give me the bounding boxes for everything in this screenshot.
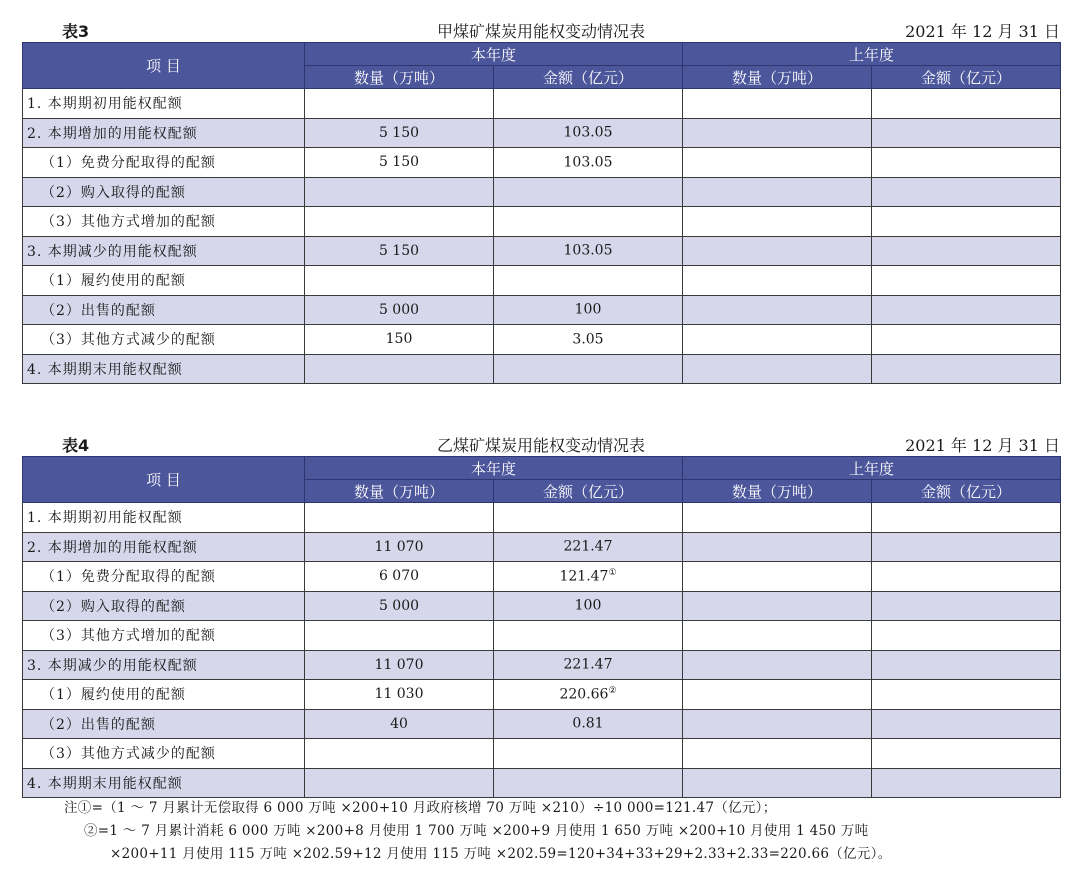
cell-amt-this-year bbox=[494, 650, 683, 680]
row-label: （3）其他方式增加的配额 bbox=[23, 207, 305, 237]
cell-qty-this-year: 5 000 bbox=[305, 295, 494, 325]
cell-qty-this-year bbox=[305, 621, 494, 651]
table-row bbox=[23, 621, 1061, 651]
cell-qty-last-year bbox=[683, 503, 872, 533]
table-row bbox=[23, 207, 1061, 237]
cell-qty-last-year bbox=[683, 562, 872, 592]
cell-amt-last-year bbox=[872, 89, 1061, 119]
cell-amt-this-year bbox=[494, 680, 683, 710]
table-block-4 bbox=[22, 430, 1060, 798]
cell-qty-this-year bbox=[305, 207, 494, 237]
row-label: 3. 本期减少的用能权配额 bbox=[23, 650, 305, 680]
cell-amt-value: 103.05 bbox=[563, 125, 613, 142]
cell-qty-this-year: 5 150 bbox=[305, 118, 494, 148]
row-label: 1. 本期期初用能权配额 bbox=[23, 89, 305, 119]
table-row bbox=[23, 503, 1061, 533]
row-label: （2）购入取得的配额 bbox=[23, 591, 305, 621]
cell-amt-this-year bbox=[494, 591, 683, 621]
cell-amt-this-year bbox=[494, 354, 683, 384]
table-row bbox=[23, 680, 1061, 710]
cell-amt-value: 221.47 bbox=[563, 539, 613, 556]
cell-amt-this-year bbox=[494, 89, 683, 119]
table-row bbox=[23, 177, 1061, 207]
data-table bbox=[22, 42, 1061, 384]
cell-amt-value: 3.05 bbox=[572, 331, 604, 348]
cell-amt-this-year bbox=[494, 739, 683, 769]
cell-qty-this-year: 11 070 bbox=[305, 650, 494, 680]
cell-qty-last-year bbox=[683, 532, 872, 562]
header-last-year: 上年度 bbox=[683, 457, 1061, 480]
cell-amt-last-year bbox=[872, 266, 1061, 296]
cell-qty-this-year: 5 000 bbox=[305, 591, 494, 621]
cell-amt-this-year bbox=[494, 295, 683, 325]
cell-amt-value: 100 bbox=[574, 302, 602, 319]
header-qty: 数量（万吨） bbox=[683, 66, 872, 89]
cell-amt-last-year bbox=[872, 621, 1061, 651]
cell-amt-last-year bbox=[872, 709, 1061, 739]
cell-qty-this-year bbox=[305, 266, 494, 296]
cell-amt-value: 0.81 bbox=[572, 716, 604, 733]
footnote-line: ×200+11 月使用 115 万吨 ×202.59+12 月使用 115 万吨 ×202.59=120+34+33+29+2.33+2.33=220.66（亿元）。 bbox=[110, 846, 892, 862]
cell-amt-this-year bbox=[494, 562, 683, 592]
cell-qty-this-year bbox=[305, 177, 494, 207]
cell-amt-last-year bbox=[872, 177, 1061, 207]
cell-amt-last-year bbox=[872, 650, 1061, 680]
table-title: 甲煤矿煤炭用能权变动情况表 bbox=[436, 22, 645, 41]
cell-qty-last-year bbox=[683, 709, 872, 739]
cell-amt-this-year bbox=[494, 325, 683, 355]
cell-qty-last-year bbox=[683, 148, 872, 178]
cell-amt-last-year bbox=[872, 768, 1061, 798]
table-row bbox=[23, 354, 1061, 384]
cell-qty-this-year: 5 150 bbox=[305, 236, 494, 266]
row-label: （2）出售的配额 bbox=[23, 709, 305, 739]
table-body bbox=[23, 89, 1061, 384]
row-label: 4. 本期期末用能权配额 bbox=[23, 354, 305, 384]
row-label: 3. 本期减少的用能权配额 bbox=[23, 236, 305, 266]
cell-amt-this-year bbox=[494, 207, 683, 237]
table-row bbox=[23, 295, 1061, 325]
table-row bbox=[23, 562, 1061, 592]
header-amt: 金额（亿元） bbox=[872, 480, 1061, 503]
header-amt: 金额（亿元） bbox=[494, 66, 683, 89]
row-label: （3）其他方式减少的配额 bbox=[23, 325, 305, 355]
cell-amt-this-year bbox=[494, 236, 683, 266]
cell-qty-last-year bbox=[683, 680, 872, 710]
header-this-year: 本年度 bbox=[305, 43, 683, 66]
row-label: （3）其他方式增加的配额 bbox=[23, 621, 305, 651]
cell-amt-this-year bbox=[494, 768, 683, 798]
table-row bbox=[23, 89, 1061, 119]
cell-qty-last-year bbox=[683, 650, 872, 680]
cell-qty-last-year bbox=[683, 118, 872, 148]
table-row bbox=[23, 118, 1061, 148]
cell-amt-last-year bbox=[872, 739, 1061, 769]
cell-amt-this-year bbox=[494, 177, 683, 207]
footnote-mark: ① bbox=[608, 567, 617, 578]
table-row bbox=[23, 591, 1061, 621]
cell-amt-value: 220.66 bbox=[559, 686, 609, 703]
cell-amt-last-year bbox=[872, 562, 1061, 592]
cell-amt-last-year bbox=[872, 532, 1061, 562]
cell-qty-this-year: 40 bbox=[305, 709, 494, 739]
cell-qty-this-year bbox=[305, 89, 494, 119]
cell-amt-value: 221.47 bbox=[563, 657, 613, 674]
row-label: 1. 本期期初用能权配额 bbox=[23, 503, 305, 533]
cell-qty-this-year: 6 070 bbox=[305, 562, 494, 592]
table-date: 2021 年 12 月 31 日 bbox=[905, 436, 1060, 455]
table-date: 2021 年 12 月 31 日 bbox=[905, 22, 1060, 41]
footnotes bbox=[64, 797, 892, 866]
table-row bbox=[23, 532, 1061, 562]
cell-qty-this-year: 5 150 bbox=[305, 148, 494, 178]
cell-amt-last-year bbox=[872, 118, 1061, 148]
cell-amt-this-year bbox=[494, 621, 683, 651]
header-this-year: 本年度 bbox=[305, 457, 683, 480]
table-row bbox=[23, 650, 1061, 680]
header-qty: 数量（万吨） bbox=[305, 66, 494, 89]
cell-amt-this-year bbox=[494, 266, 683, 296]
cell-qty-this-year bbox=[305, 503, 494, 533]
cell-amt-value: 103.05 bbox=[563, 243, 613, 260]
table-row bbox=[23, 148, 1061, 178]
cell-amt-last-year bbox=[872, 148, 1061, 178]
table-number: 表4 bbox=[62, 436, 90, 455]
header-item: 项 目 bbox=[23, 457, 305, 503]
header-qty: 数量（万吨） bbox=[305, 480, 494, 503]
cell-qty-this-year bbox=[305, 739, 494, 769]
table-caption bbox=[22, 16, 1060, 42]
header-item: 项 目 bbox=[23, 43, 305, 89]
cell-amt-last-year bbox=[872, 295, 1061, 325]
cell-amt-value: 121.47 bbox=[559, 568, 609, 585]
cell-qty-last-year bbox=[683, 325, 872, 355]
table-row bbox=[23, 709, 1061, 739]
cell-qty-this-year bbox=[305, 768, 494, 798]
cell-qty-last-year bbox=[683, 591, 872, 621]
cell-amt-last-year bbox=[872, 503, 1061, 533]
data-table bbox=[22, 456, 1061, 798]
cell-qty-this-year bbox=[305, 354, 494, 384]
cell-qty-last-year bbox=[683, 768, 872, 798]
cell-amt-last-year bbox=[872, 236, 1061, 266]
cell-amt-value: 103.05 bbox=[563, 154, 613, 171]
cell-amt-this-year bbox=[494, 148, 683, 178]
table-row bbox=[23, 266, 1061, 296]
table-block-3 bbox=[22, 16, 1060, 384]
header-amt: 金额（亿元） bbox=[494, 480, 683, 503]
footnote-mark: ② bbox=[608, 685, 617, 696]
cell-amt-this-year bbox=[494, 532, 683, 562]
row-label: （1）履约使用的配额 bbox=[23, 680, 305, 710]
table-row bbox=[23, 236, 1061, 266]
table-title: 乙煤矿煤炭用能权变动情况表 bbox=[436, 436, 645, 455]
cell-qty-last-year bbox=[683, 295, 872, 325]
cell-qty-last-year bbox=[683, 89, 872, 119]
cell-qty-last-year bbox=[683, 739, 872, 769]
row-label: （1）履约使用的配额 bbox=[23, 266, 305, 296]
header-qty: 数量（万吨） bbox=[683, 480, 872, 503]
cell-qty-last-year bbox=[683, 177, 872, 207]
cell-amt-value: 100 bbox=[574, 598, 602, 615]
cell-qty-last-year bbox=[683, 621, 872, 651]
row-label: （1）免费分配取得的配额 bbox=[23, 562, 305, 592]
row-label: （2）出售的配额 bbox=[23, 295, 305, 325]
row-label: 2. 本期增加的用能权配额 bbox=[23, 532, 305, 562]
row-label: （3）其他方式减少的配额 bbox=[23, 739, 305, 769]
cell-amt-last-year bbox=[872, 591, 1061, 621]
row-label: 2. 本期增加的用能权配额 bbox=[23, 118, 305, 148]
table-caption bbox=[22, 430, 1060, 456]
table-row bbox=[23, 768, 1061, 798]
cell-amt-this-year bbox=[494, 709, 683, 739]
cell-amt-this-year bbox=[494, 118, 683, 148]
cell-qty-last-year bbox=[683, 354, 872, 384]
cell-qty-this-year: 150 bbox=[305, 325, 494, 355]
row-label: 4. 本期期末用能权配额 bbox=[23, 768, 305, 798]
row-label: （2）购入取得的配额 bbox=[23, 177, 305, 207]
table-body bbox=[23, 503, 1061, 798]
cell-amt-last-year bbox=[872, 680, 1061, 710]
header-amt: 金额（亿元） bbox=[872, 66, 1061, 89]
cell-qty-last-year bbox=[683, 236, 872, 266]
header-last-year: 上年度 bbox=[683, 43, 1061, 66]
cell-amt-last-year bbox=[872, 207, 1061, 237]
cell-qty-this-year: 11 030 bbox=[305, 680, 494, 710]
cell-qty-last-year bbox=[683, 266, 872, 296]
cell-amt-this-year bbox=[494, 503, 683, 533]
table-row bbox=[23, 325, 1061, 355]
footnote-line: ②=1 ～ 7 月累计消耗 6 000 万吨 ×200+8 月使用 1 700 万吨 ×200+9 月使用 1 650 万吨 ×200+10 月使用 1 450 万吨 bbox=[84, 823, 869, 839]
row-label: （1）免费分配取得的配额 bbox=[23, 148, 305, 178]
cell-amt-last-year bbox=[872, 354, 1061, 384]
table-number: 表3 bbox=[62, 22, 90, 41]
footnote-line: 注①=（1 ～ 7 月累计无偿取得 6 000 万吨 ×200+10 月政府核增 70 万吨 ×210）÷10 000=121.47（亿元）； bbox=[64, 800, 777, 816]
cell-qty-this-year: 11 070 bbox=[305, 532, 494, 562]
cell-qty-last-year bbox=[683, 207, 872, 237]
table-row bbox=[23, 739, 1061, 769]
cell-amt-last-year bbox=[872, 325, 1061, 355]
